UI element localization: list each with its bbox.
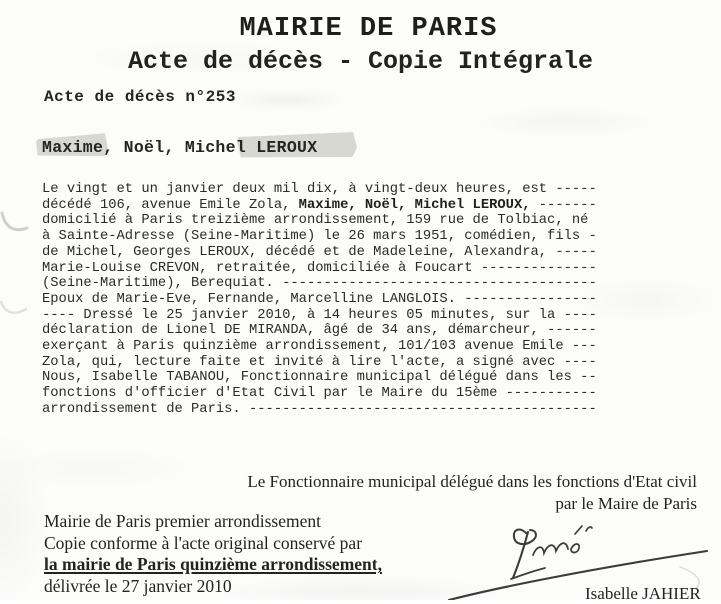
official-capacity-line1: Le Fonctionnaire municipal délégué dans les fonctions d'Etat civil — [247, 472, 697, 491]
scan-artifact-curl — [0, 205, 30, 241]
copy-block-line1: Mairie de Paris premier arrondissement — [44, 511, 321, 531]
copy-block-line2: Copie conforme à l'acte original conservé par — [44, 532, 363, 553]
body-line: fonctions d'officier d'Etat Civil par le Maire du 15ème ----------- — [42, 386, 597, 402]
body-line: arrondissement de Paris. ------------------------------------------ — [42, 401, 597, 417]
body-line: Le vingt et un janvier deux mil dix, à vingt-deux heures, est ----- — [42, 182, 597, 197]
body-line: Epoux de Marie-Eve, Fernande, Marcelline LANGLOIS. ---------------- — [42, 291, 597, 307]
act-number: Acte de décès n°253 — [44, 88, 236, 106]
copy-block-issue-date: délivrée le 27 janvier 2010 — [44, 575, 232, 596]
body-line: Marie-Louise CREVON, retraitée, domiciliée à Foucart -------------- — [42, 260, 597, 276]
body-line-2-pre: décédé 106, avenue Emile Zola, — [42, 197, 299, 213]
certified-copy-block — [44, 511, 384, 597]
body-line: ---- Dressé le 25 janvier 2010, à 14 heures 05 minutes, sur la ---- — [42, 307, 597, 323]
scan-artifact-curl-2 — [0, 296, 28, 320]
body-line: déclaration de Lionel DE MIRANDA, âgé de 34 ans, démarcheur, ------ — [42, 323, 597, 339]
signer-name: Isabelle JAHIER — [585, 584, 701, 603]
body-line: exerçant à Paris quinzième arrondissement, 101/103 avenue Emile --- — [42, 339, 597, 355]
body-line: (Seine-Maritime), Berequiat. -------------------------------------- — [42, 276, 597, 292]
body-line: à Sainte-Adresse (Seine-Maritime) le 26 mars 1951, comédien, fils - — [42, 229, 597, 245]
body-line-2-post: ------- — [530, 197, 597, 213]
document-title: MAIRIE DE PARIS — [239, 14, 498, 44]
body-line: domicilié à Paris treizième arrondissement, 159 rue de Tolbiac, né — [42, 213, 589, 229]
body-line — [42, 198, 682, 214]
act-body — [42, 182, 682, 418]
body-line-2-name: Maxime, Noël, Michel LEROUX, — [298, 197, 531, 213]
copy-block-issuing-mairie: la mairie de Paris quinzième arrondissement, — [44, 554, 382, 575]
document-subtitle: Acte de décès - Copie Intégrale — [127, 47, 594, 76]
deceased-name: Maxime, Noël, Michel LEROUX — [42, 138, 318, 157]
body-line: de Michel, Georges LEROUX, décédé et de Madeleine, Alexandra, ----- — [42, 244, 597, 260]
body-line: Zola, qui, lecture faite et invité à lire l'acte, a signé avec ---- — [42, 354, 597, 370]
official-capacity-line2: par le Maire de Paris — [555, 493, 697, 513]
body-line: Nous, Isabelle TABANOU, Fonctionnaire municipal délégué dans les -- — [42, 370, 597, 386]
